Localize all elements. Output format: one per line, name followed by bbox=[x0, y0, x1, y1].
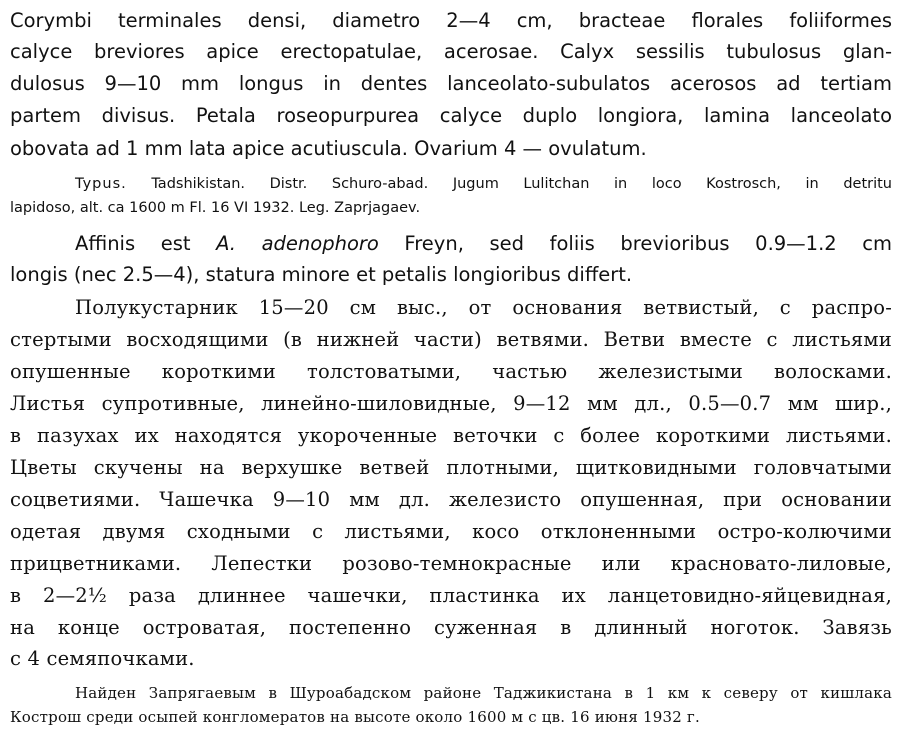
russian-description-line-2: стертыми восходящими (в нижней части) ветвями. Ветви вместе с листьями bbox=[10, 328, 892, 351]
typus-line-2: lapidoso, alt. ca 1600 m Fl. 16 VI 1932. Leg. Zaprjagaev. bbox=[10, 200, 421, 216]
typus-line-1 bbox=[75, 173, 892, 195]
affinis-species-name: A. adenophoro bbox=[216, 232, 379, 255]
russian-description-line-8: одетая двумя сходными с листьями, косо отклоненными остро-колючими bbox=[10, 520, 892, 543]
russian-description-line-10: в 2—2½ раза длиннее чашечки, пластинка их ланцетовидно-яйцевидная, bbox=[10, 584, 892, 607]
affinis-line-1-before: Affinis est bbox=[75, 232, 217, 255]
affinis-line-1-after: Freyn, sed foliis brevioribus 0.9—1.2 cm bbox=[378, 232, 892, 255]
russian-note-line-1: Найден Запрягаевым в Шуроабадском районе Таджикистана в 1 км к северу от кишлака bbox=[75, 684, 892, 702]
typus-line-1-text: Tadshikistan. Distr. Schuro-abad. Jugum Lulitchan in loco Kostrosch, in detritu bbox=[126, 176, 892, 192]
russian-description-line-4: Листья супротивные, линейно-шиловидные, 9—12 мм дл., 0.5—0.7 мм шир., bbox=[10, 392, 892, 415]
russian-description-line-9: прицветниками. Лепестки розово-темнокрасные или красновато-лиловые, bbox=[10, 552, 892, 575]
russian-description-line-12: с 4 семяпочками. bbox=[10, 647, 195, 670]
affinis-line-1 bbox=[75, 229, 892, 259]
affinis-line-2: longis (nec 2.5—4), statura minore et petalis longioribus differt. bbox=[10, 263, 633, 286]
latin-description-line-5: obovata ad 1 mm lata apice acutiuscula. Ovarium 4 — ovulatum. bbox=[10, 137, 647, 160]
russian-description-line-7: соцветиями. Чашечка 9—10 мм дл. железисто опушенная, при основании bbox=[10, 488, 892, 511]
russian-description-line-5: в пазухах их находятся укороченные веточки с более короткими листьями. bbox=[10, 424, 892, 447]
latin-description-line-4: partem divisus. Petala roseopurpurea calyce duplo longiora, lamina lanceolato bbox=[10, 104, 892, 127]
latin-description-line-1: Corymbi terminales densi, diametro 2—4 cm, bracteae florales foliiformes bbox=[10, 9, 892, 32]
russian-note-line-2: Кострош среди осыпей конгломератов на высоте около 1600 м с цв. 16 июня 1932 г. bbox=[10, 708, 700, 726]
russian-description-line-1: Полукустарник 15—20 см выс., от основания ветвистый, с распро- bbox=[75, 296, 892, 319]
russian-description-line-3: опушенные короткими толстоватыми, частью железистыми волосками. bbox=[10, 360, 892, 383]
russian-description-line-6: Цветы скучены на верхушке ветвей плотными, щитковидными головчатыми bbox=[10, 456, 892, 479]
latin-description-line-3: dulosus 9—10 mm longus in dentes lanceolato-subulatos acerosos ad tertiam bbox=[10, 72, 892, 95]
latin-description-line-2: calyce breviores apice erectopatulae, acerosae. Calyx sessilis tubulosus glan- bbox=[10, 40, 892, 63]
typus-label: Typus. bbox=[75, 176, 127, 192]
russian-description-line-11: на конце островатая, постепенно суженная в длинный ноготок. Завязь bbox=[10, 616, 892, 639]
